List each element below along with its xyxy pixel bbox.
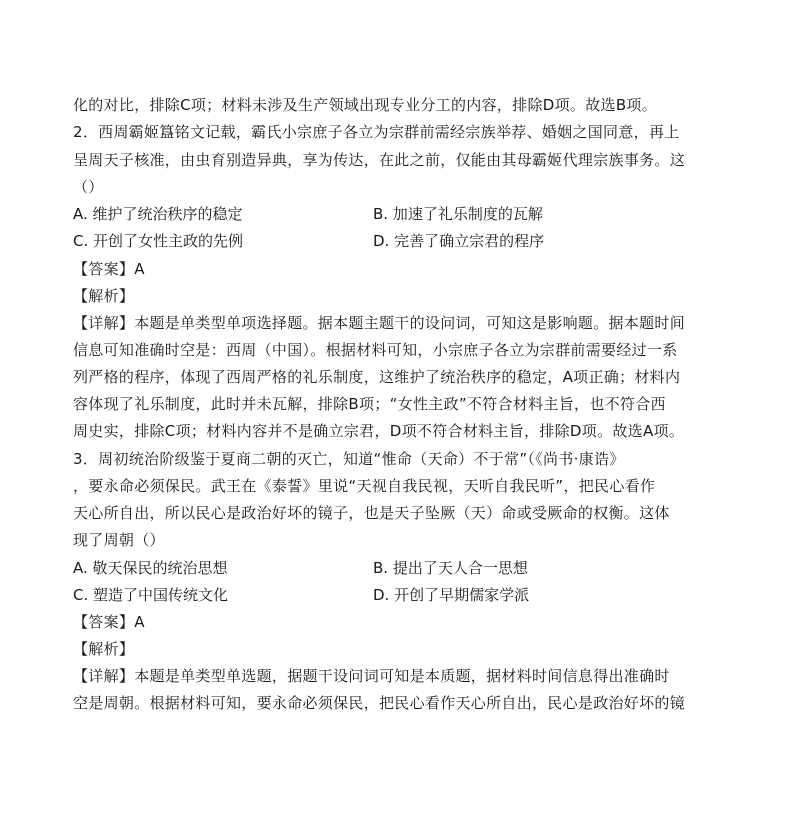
q3-stem-line-4: 现了周朝（） [73, 531, 165, 549]
q2-option-b: B. 加速了礼乐制度的瓦解 [373, 205, 543, 223]
q3-stem-line-1: 3．周初统治阶级鉴于夏商二朝的灭亡，知道“惟命（天命）不于常”（《尚书·康诰》 [73, 450, 625, 468]
q2-detail-line-1: 【详解】本题是单类型单项选择题。据本题主题干的设问词，可知这是影响题。据本题时间 [73, 314, 686, 332]
q1-explanation-tail: 化的对比，排除C项；材料未涉及生产领域出现专业分工的内容，排除D项。故选B项。 [73, 96, 658, 114]
q3-detail-line-2: 空是周朝。根据材料可知，要永命必须保民，把民心看作天心所自出，民心是政治好坏的镜 [73, 694, 686, 712]
q2-detail-line-3: 列严格的程序，体现了西周严格的礼乐制度，这维护了统治秩序的稳定，A项正确；材料内 [73, 368, 681, 386]
q2-detail-line-4: 容体现了礼乐制度，此时并未瓦解，排除B项；“女性主政”不符合材料主旨，也不符合西 [73, 395, 666, 413]
q3-detail-line-1: 【详解】本题是单类型单选题，据题干设问词可知是本质题，据材料时间信息得出准确时 [73, 667, 670, 685]
q3-option-d: D. 开创了早期儒家学派 [373, 586, 530, 604]
q3-option-b: B. 提出了天人合一思想 [373, 559, 528, 577]
q3-option-c: C. 塑造了中国传统文化 [73, 586, 229, 604]
q2-option-a: A. 维护了统治秩序的稳定 [73, 205, 243, 223]
q2-analysis-label: 【解析】 [73, 287, 135, 305]
q2-answer: 【答案】A [73, 260, 145, 278]
q2-stem-line-3: （） [73, 178, 104, 196]
q3-answer: 【答案】A [73, 613, 145, 631]
q3-analysis-label: 【解析】 [73, 640, 135, 658]
q2-option-c: C. 开创了女性主政的先例 [73, 232, 244, 250]
q2-stem-line-2: 呈周天子核准，由虫育别造异典，享为传达，在此之前，仅能由其母霸姬代理宗族事务。这 [73, 151, 686, 169]
q3-stem-line-3: 天心所自出，所以民心是政治好坏的镜子，也是天子坠厥（天）命或受厥命的权衡。这体 [73, 504, 670, 522]
q3-option-a: A. 敬天保民的统治思想 [73, 559, 228, 577]
q2-detail-line-5: 周史实，排除C项；材料内容并不是确立宗君，D项不符合材料主旨，排除D项。故选A项。 [73, 422, 685, 440]
q2-option-d: D. 完善了确立宗君的程序 [373, 232, 545, 250]
q2-detail-line-2: 信息可知准确时空是：西周（中国）。根据材料可知，小宗庶子各立为宗群前需要经过一系 [73, 341, 678, 359]
q2-stem-line-1: 2．西周霸姬簋铭文记载，霸氏小宗庶子各立为宗群前需经宗族举荐、婚姻之国同意，再上 [73, 123, 680, 141]
q3-stem-line-2: ，要永命必须保民。武王在《泰誓》里说“天视自我民视，天听自我民听”，把民心看作 [73, 477, 656, 495]
